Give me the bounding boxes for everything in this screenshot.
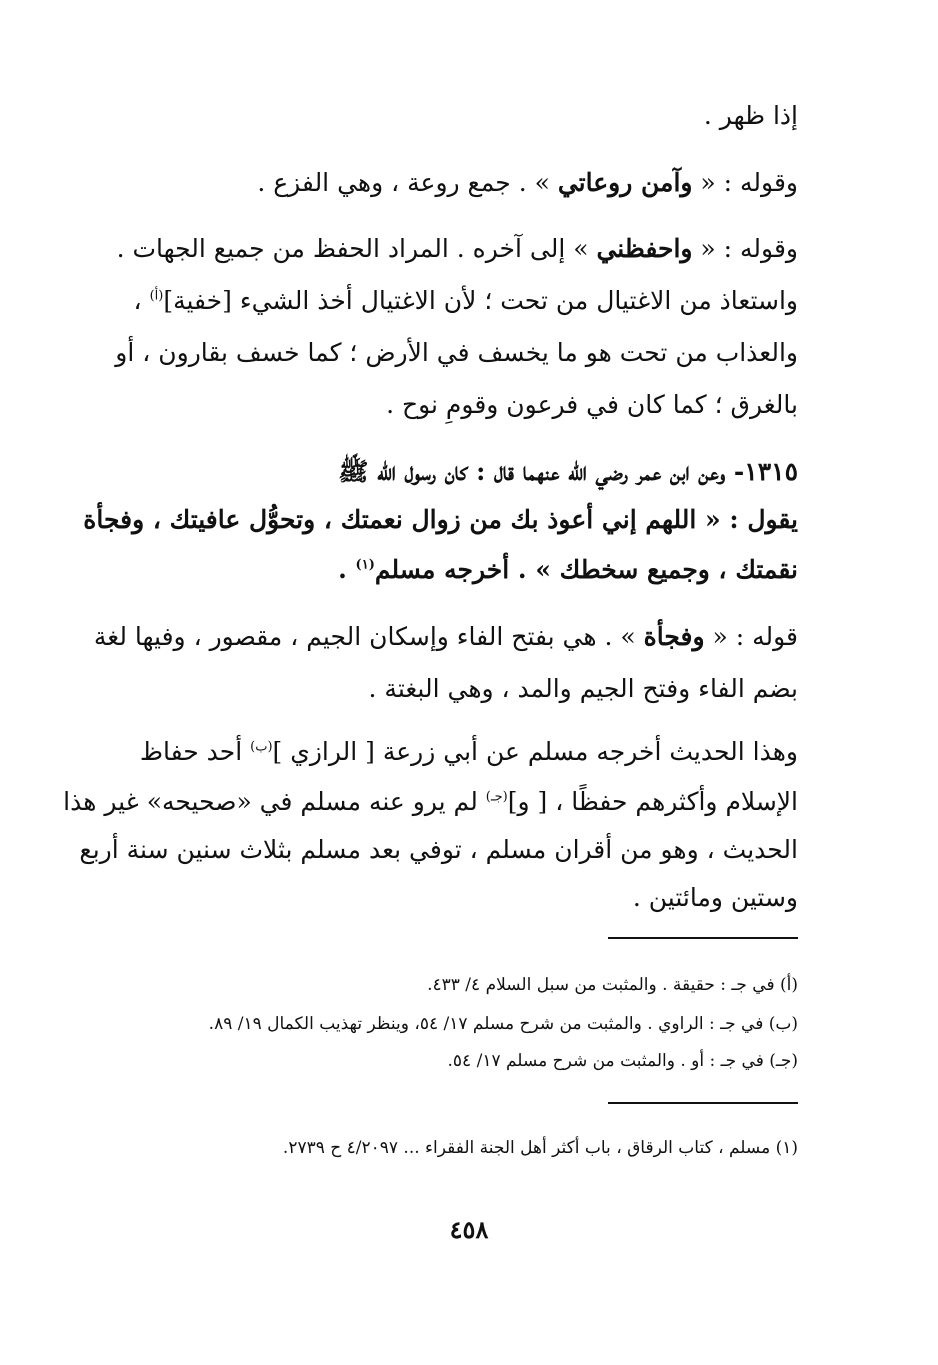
text-line — [138, 96, 798, 136]
text: الحديث ، وهو من أقران مسلم ، توفي بعد مسلم بثلاث سنين سنة أربع — [79, 835, 798, 864]
text: أحد حفاظ — [139, 737, 251, 766]
text: » إلى آخره . المراد الحفظ من جميع الجهات . — [116, 234, 597, 263]
text-line — [138, 163, 798, 203]
text-line — [115, 333, 798, 373]
footnote: (ب) في جـ : الراوي . والمثبت من شرح مسلم ١٧/ ٥٤، وينظر تهذيب الكمال ١٩/ ٨٩. — [208, 1014, 798, 1034]
hadith-line — [83, 500, 798, 540]
text: وستين ومائتين . — [632, 883, 798, 912]
text: واستعاذ من الاغتيال من تحت ؛ لأن الاغتيال أخذ الشيء [خفية] — [163, 286, 798, 315]
footnote-marker: (ب) — [250, 739, 273, 755]
quoted-phrase: وآمن روعاتي — [557, 168, 693, 197]
footnote-marker: (جـ) — [485, 789, 508, 805]
text: » . هي بفتح الفاء وإسكان الجيم ، مقصور ، وفيها لغة — [93, 622, 644, 651]
text: لم يرو عنه مسلم في «صحيحه» غير هذا — [63, 787, 486, 816]
text: بالغرق ؛ كما كان في فرعون وقومِ نوح . — [386, 390, 798, 419]
text-line — [138, 385, 798, 425]
text: إذا ظهر . — [703, 101, 798, 130]
hadith-text: ١٣١٥- وعن ابن عمر رضي الله عنهما قال : كان رسول الله ﷺ — [338, 457, 798, 486]
hadith-line — [138, 452, 798, 492]
quoted-phrase: واحفظني — [596, 234, 693, 263]
footnote-marker: (١) — [355, 557, 375, 573]
text-line — [79, 830, 798, 870]
text-line — [93, 617, 798, 657]
hadith-text: يقول : « اللهم إني أعوذ بك من زوال نعمتك ، وتحوُّل عافيتك ، وفجأة — [83, 505, 798, 534]
footnote: (١) مسلم ، كتاب الرقاق ، باب أكثر أهل الجنة الفقراء ... ٤/٢٠٩٧ ح ٢٧٣٩. — [282, 1138, 798, 1158]
text: قوله : « — [704, 622, 798, 651]
quoted-phrase: وفجأة — [643, 622, 705, 651]
text: وقوله : « — [692, 234, 798, 263]
hadith-text: نقمتك ، وجميع سخطك » . أخرجه مسلم — [374, 555, 798, 584]
footnote-marker: (أ) — [149, 288, 164, 304]
text: والعذاب من تحت هو ما يخسف في الأرض ؛ كما خسف بقارون ، أو — [115, 338, 798, 367]
text: ، — [133, 286, 150, 315]
text: » . جمع روعة ، وهي الفزع . — [257, 168, 558, 197]
text-line — [138, 669, 798, 709]
hadith-line — [138, 550, 798, 590]
page-number: ٤٥٨ — [449, 1215, 489, 1244]
footnote: (أ) في جـ : حقيقة . والمثبت من سبل السلام ٤/ ٤٣٣. — [427, 975, 798, 995]
footnote-separator — [608, 937, 798, 939]
text-line — [138, 732, 798, 772]
footnote: (جـ) في جـ : أو . والمثبت من شرح مسلم ١٧/ ٥٤. — [447, 1051, 798, 1071]
text: وهذا الحديث أخرجه مسلم عن أبي زرعة [ الرازي ] — [272, 737, 798, 766]
text: وقوله : « — [692, 168, 798, 197]
text-line — [138, 878, 798, 918]
text-line — [133, 281, 798, 321]
text-line — [116, 229, 798, 269]
hadith-text: . — [338, 555, 356, 584]
text-line — [63, 782, 798, 822]
text: الإسلام وأكثرهم حفظًا ، [ و] — [507, 787, 798, 816]
text: بضم الفاء وفتح الجيم والمد ، وهي البغتة . — [368, 674, 798, 703]
footnote-separator — [608, 1102, 798, 1104]
